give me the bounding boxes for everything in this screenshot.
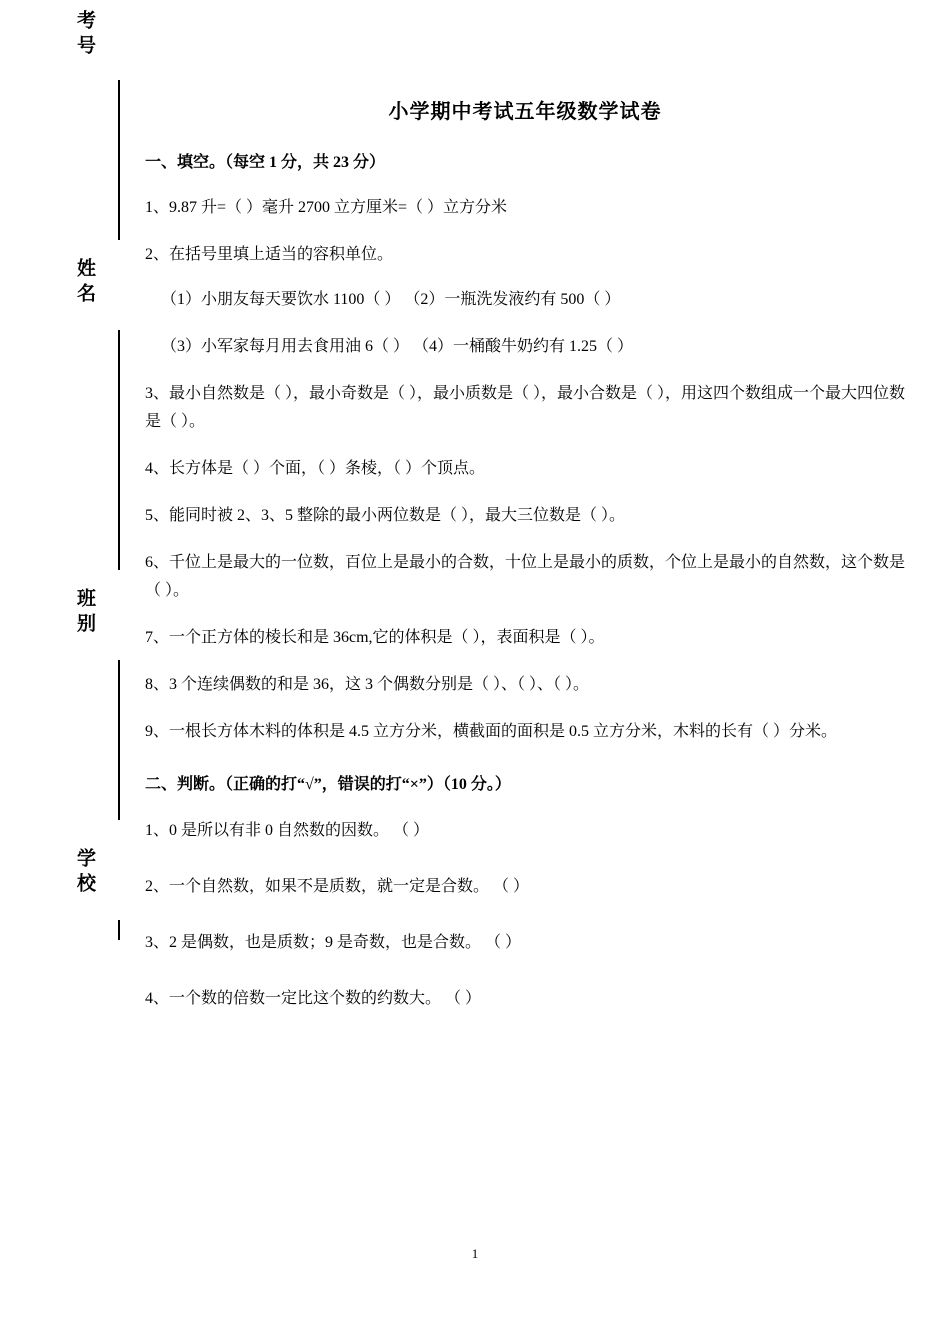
question-2-2: 2、一个自然数，如果不是质数，就一定是合数。 （ ） (145, 878, 530, 896)
section-heading-true-false: 二、判断。（正确的打“√”，错误的打“×”）（10 分。） (145, 775, 511, 793)
seal-label-exam-number: 考号 (74, 10, 95, 60)
question-1-9: 9、一根长方体木料的体积是 4.5 立方分米，横截面的面积是 0.5 立方分米，木料的长有（ ）分米。 (145, 722, 838, 740)
seal-label-school: 学校 (74, 848, 95, 898)
question-1-3: 3、最小自然数是（ ），最小奇数是（ ），最小质数是（ ），最小合数是（ ），用这四个数组成一个最大四位数是（ ）。 (145, 384, 906, 430)
seal-rule-4 (118, 920, 120, 940)
seal-rule-3 (118, 660, 120, 820)
question-1-4: 4、长方体是（ ）个面，（ ）条棱，（ ）个顶点。 (145, 459, 486, 477)
question-1-2: 2、在括号里填上适当的容积单位。 (145, 245, 394, 263)
question-2-4: 4、一个数的倍数一定比这个数的约数大。 （ ） (145, 990, 482, 1008)
seal-rule-1 (118, 80, 120, 240)
question-1-1: 1、9.87 升=（ ）毫升 2700 立方厘米=（ ）立方分米 (145, 198, 508, 216)
seal-label-name: 姓名 (74, 258, 95, 308)
seal-margin-column (40, 0, 135, 1344)
exam-content (145, 95, 905, 1032)
section-heading-fill-in-blanks: 一、填空。（每空 1 分，共 23 分） (145, 154, 386, 171)
page-number: 1 (471, 1246, 479, 1261)
question-1-2b: （3）小军家每月用去食用油 6（ ） （4）一桶酸牛奶约有 1.25（ ） (161, 337, 634, 355)
question-1-2a: （1）小朋友每天要饮水 1100（ ） （2）一瓶洗发液约有 500（ ） (161, 290, 621, 308)
seal-label-class: 班别 (74, 588, 95, 638)
question-1-7: 7、一个正方体的棱长和是 36cm,它的体积是（ ），表面积是（ ）。 (145, 628, 605, 646)
question-1-5: 5、能同时被 2、3、5 整除的最小两位数是（ ），最大三位数是（ ）。 (145, 506, 626, 524)
question-1-6: 6、千位上是最大的一位数，百位上是最小的合数，十位上是最小的质数，个位上是最小的自然数，这个数是（ ）。 (145, 553, 906, 599)
seal-rule-2 (118, 330, 120, 570)
question-2-1: 1、0 是所以有非 0 自然数的因数。 （ ） (145, 822, 430, 840)
page-title: 小学期中考试五年级数学试卷 (388, 101, 662, 123)
question-1-8: 8、3 个连续偶数的和是 36，这 3 个偶数分别是（ ）、（ ）、（ ）。 (145, 675, 590, 693)
question-2-3: 3、2 是偶数，也是质数；9 是奇数，也是合数。 （ ） (145, 934, 522, 952)
